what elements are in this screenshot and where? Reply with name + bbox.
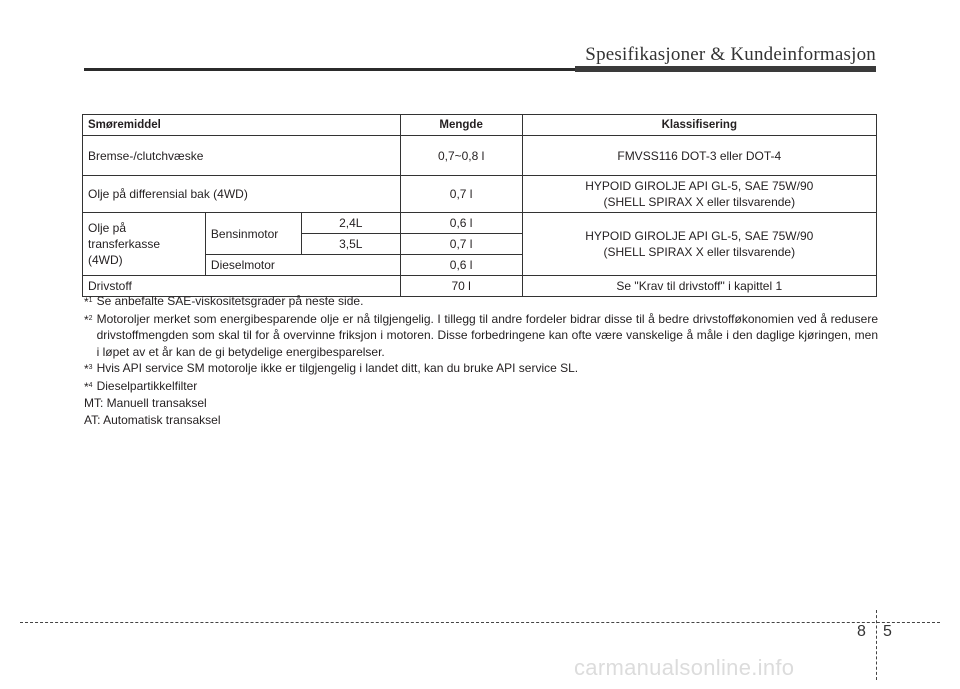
header-title: Spesifikasjoner & Kundeinformasjon: [585, 44, 876, 65]
cell-quantity: 70 l: [400, 276, 522, 297]
cell-quantity: 0,7 l: [400, 234, 522, 255]
footnote-text: Se anbefalte SAE-viskositetsgrader på neste side.: [96, 294, 364, 308]
watermark: carmanualsonline.info: [574, 655, 795, 680]
page-number-divider: [876, 610, 877, 680]
table-header-row: [83, 115, 877, 136]
cell-engine-variant: 2,4L: [301, 213, 400, 234]
cell-classification: FMVSS116 DOT-3 eller DOT-4: [522, 136, 876, 176]
classification-line: HYPOID GIROLJE API GL-5, SAE 75W/90: [585, 179, 814, 193]
cell-quantity: 0,7~0,8 l: [400, 136, 522, 176]
footnote: [84, 378, 878, 396]
footnote-text: Dieselpartikkelfilter: [96, 378, 198, 393]
cell-quantity: 0,7 l: [400, 176, 522, 213]
classification-line: HYPOID GIROLJE API GL-5, SAE 75W/90: [585, 229, 814, 243]
footnotes: [84, 293, 878, 428]
lubricant-table: [82, 114, 877, 297]
footnote-marker: *$^3$: [84, 362, 93, 376]
classification-line: (SHELL SPIRAX X eller tilsvarende): [603, 245, 796, 259]
cell-name: Olje på differensial bak (4WD): [83, 176, 401, 213]
table-row: [83, 136, 877, 176]
chapter-number: 8: [857, 623, 866, 640]
cell-name-line: Olje på transferkasse: [88, 221, 161, 251]
cell-quantity: 0,6 l: [400, 213, 522, 234]
cell-name-line: (4WD): [88, 253, 123, 267]
cell-engine-variant: 3,5L: [301, 234, 400, 255]
cell-name: Drivstoff: [83, 276, 401, 297]
cell-engine-petrol: Bensinmotor: [205, 213, 301, 255]
cell-classification: [522, 213, 876, 276]
abbreviation-at: AT: Automatisk transaksel: [84, 412, 221, 427]
footnote-marker: *$^2$: [84, 312, 93, 327]
footnote: [84, 360, 878, 378]
footnote-text: Hvis API service SM motorolje ikke er tilgjengelig i landet ditt, kan du bruke API service SL.: [96, 361, 579, 375]
footnote: [84, 293, 878, 311]
footnote-marker: *$^1$: [84, 295, 93, 309]
cell-name: Bremse-/clutchvæske: [83, 136, 401, 176]
page-number: 5: [883, 623, 892, 640]
col-header-classification: Klassifisering: [522, 115, 876, 136]
table-row: [83, 213, 877, 234]
header-rule-accent: [575, 66, 876, 72]
footnote: [84, 311, 878, 361]
col-header-quantity: Mengde: [400, 115, 522, 136]
cell-name: [83, 213, 206, 276]
footer-rule: [20, 622, 940, 623]
col-header-lubricant: Smøremiddel: [83, 115, 401, 136]
abbreviation-mt: MT: Manuell transaksel: [84, 396, 207, 410]
footnote-marker: *$^4$: [84, 379, 93, 394]
footnote-text: Motoroljer merket som energibesparende olje er nå tilgjengelig. I tillegg til andre fordeler bidrar disse til å bedre drivstofføkonomien ved å redusere drivstoffmengden som skal til for å overvinne friksjon i motoren. Disse forbedringene kan ofte være vanskelige å måle i den daglige kjøringen, men i løpet av et år kan de gi betydelige energibesparelser.: [96, 311, 878, 359]
cell-engine-diesel: Dieselmotor: [205, 255, 400, 276]
cell-classification: [522, 176, 876, 213]
cell-quantity: 0,6 l: [400, 255, 522, 276]
cell-classification: Se "Krav til drivstoff" i kapittel 1: [522, 276, 876, 297]
table-row: [83, 176, 877, 213]
classification-line: (SHELL SPIRAX X eller tilsvarende): [603, 195, 796, 209]
